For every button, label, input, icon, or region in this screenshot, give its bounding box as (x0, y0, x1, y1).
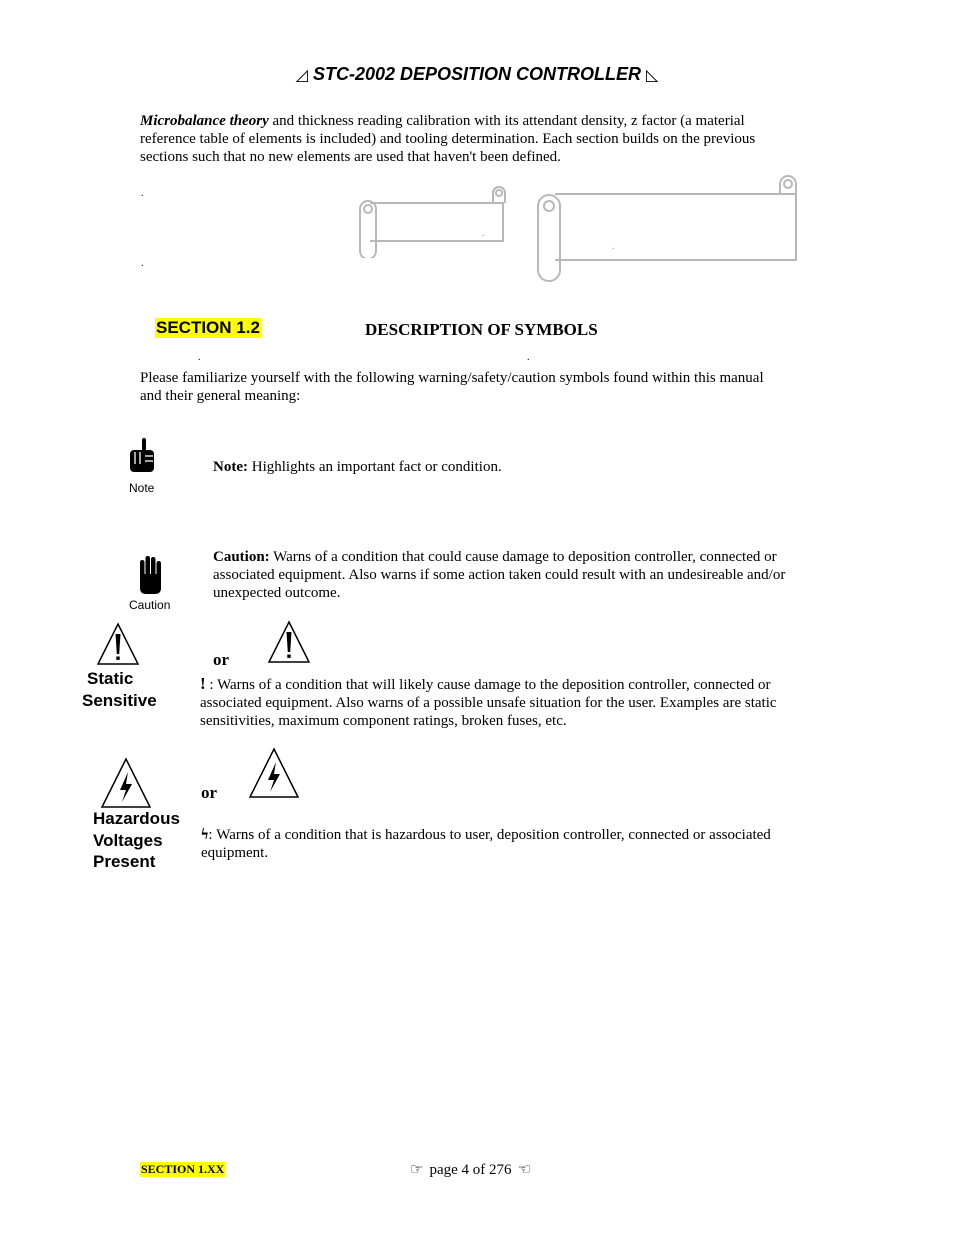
scroll-icon-large (533, 174, 803, 286)
section-title: DESCRIPTION OF SYMBOLS (365, 320, 598, 339)
footer-page-number (410, 1160, 531, 1179)
static-bang-icon: ! (200, 674, 206, 693)
static-label (82, 668, 157, 711)
caution-hand-icon (137, 556, 165, 596)
intro-line2: reference table of elements is included) and tooling determination. Each section builds on the previous (140, 131, 756, 147)
caution-text (213, 548, 823, 602)
static-warning-triangle-icon (95, 621, 141, 667)
static-warning-triangle-icon-alt (266, 619, 312, 665)
page-number-text: page 4 of 276 (429, 1162, 512, 1178)
intro-paragraph (140, 112, 820, 166)
hazard-text (201, 826, 821, 862)
static-label-line2: Sensitive (82, 690, 157, 710)
high-voltage-triangle-icon (99, 756, 153, 810)
header-left-icon: ◿ (295, 67, 308, 84)
caution-icon-label: Caution (129, 598, 171, 612)
hazard-label (93, 808, 180, 873)
scroll-icon-small (355, 183, 510, 258)
note-heading: Note: (213, 459, 248, 475)
header-title: STC-2002 DEPOSITION CONTROLLER (312, 64, 642, 84)
stray-dot: . (141, 258, 144, 269)
caution-line3: unexpected outcome. (213, 585, 341, 601)
stray-dot: . (612, 241, 615, 252)
intro-lead: Microbalance theory (140, 113, 269, 129)
stray-dot: . (198, 352, 201, 363)
note-icon-label: Note (129, 481, 155, 495)
static-or: or (213, 650, 230, 669)
hazard-bolt-icon: ϟ (201, 826, 209, 843)
hazard-label-line2: Voltages (93, 830, 163, 850)
hazard-or: or (201, 783, 218, 802)
intro-line1: and thickness reading calibration with its attendant density, z factor (a material (268, 113, 745, 129)
static-line1: : Warns of a condition that will likely cause damage to the deposition controller, connected or (205, 677, 771, 693)
intro-line3: sections such that no new elements are used that haven't been defined. (140, 149, 561, 165)
familiarize-line2: and their general meaning: (140, 388, 301, 404)
caution-line2: associated equipment. Also warns if some action taken could result with an undesireable and/or (213, 567, 786, 583)
familiarize-paragraph (140, 369, 820, 405)
hand-left-pointing-icon: ☜ (517, 1162, 531, 1178)
caution-line1: Warns of a condition that could cause damage to deposition controller, connected or (269, 549, 777, 565)
section-label: SECTION 1.2 (156, 318, 260, 337)
footer-section-label: SECTION 1.XX (141, 1162, 225, 1176)
hazard-line2: equipment. (201, 845, 269, 861)
note-hand-icon (128, 438, 158, 478)
familiarize-line1: Please familiarize yourself with the following warning/safety/caution symbols found within this manual (140, 370, 764, 386)
page-header (0, 64, 954, 85)
stray-dot: . (527, 352, 530, 363)
note-text (213, 458, 502, 476)
hand-right-pointing-icon: ☞ (410, 1162, 424, 1178)
hazard-label-line3: Present (93, 852, 156, 871)
static-label-line1: Static (87, 669, 134, 688)
static-line3: sensitivities, maximum component ratings, broken fuses, etc. (200, 713, 567, 729)
hazard-label-line1: Hazardous (93, 809, 180, 828)
stray-dot: . (482, 228, 485, 239)
static-line2: associated equipment. Also warns of a possible unsafe situation for the user. Examples are static (200, 695, 777, 711)
static-text (200, 675, 820, 730)
hazard-line1: : Warns of a condition that is hazardous to user, deposition controller, connected or associated (208, 827, 771, 843)
caution-heading: Caution: (213, 549, 270, 565)
high-voltage-triangle-icon-alt (247, 746, 301, 800)
header-right-icon: ◺ (646, 67, 659, 84)
stray-dot: . (141, 188, 144, 199)
note-description: Highlights an important fact or condition. (247, 459, 502, 475)
